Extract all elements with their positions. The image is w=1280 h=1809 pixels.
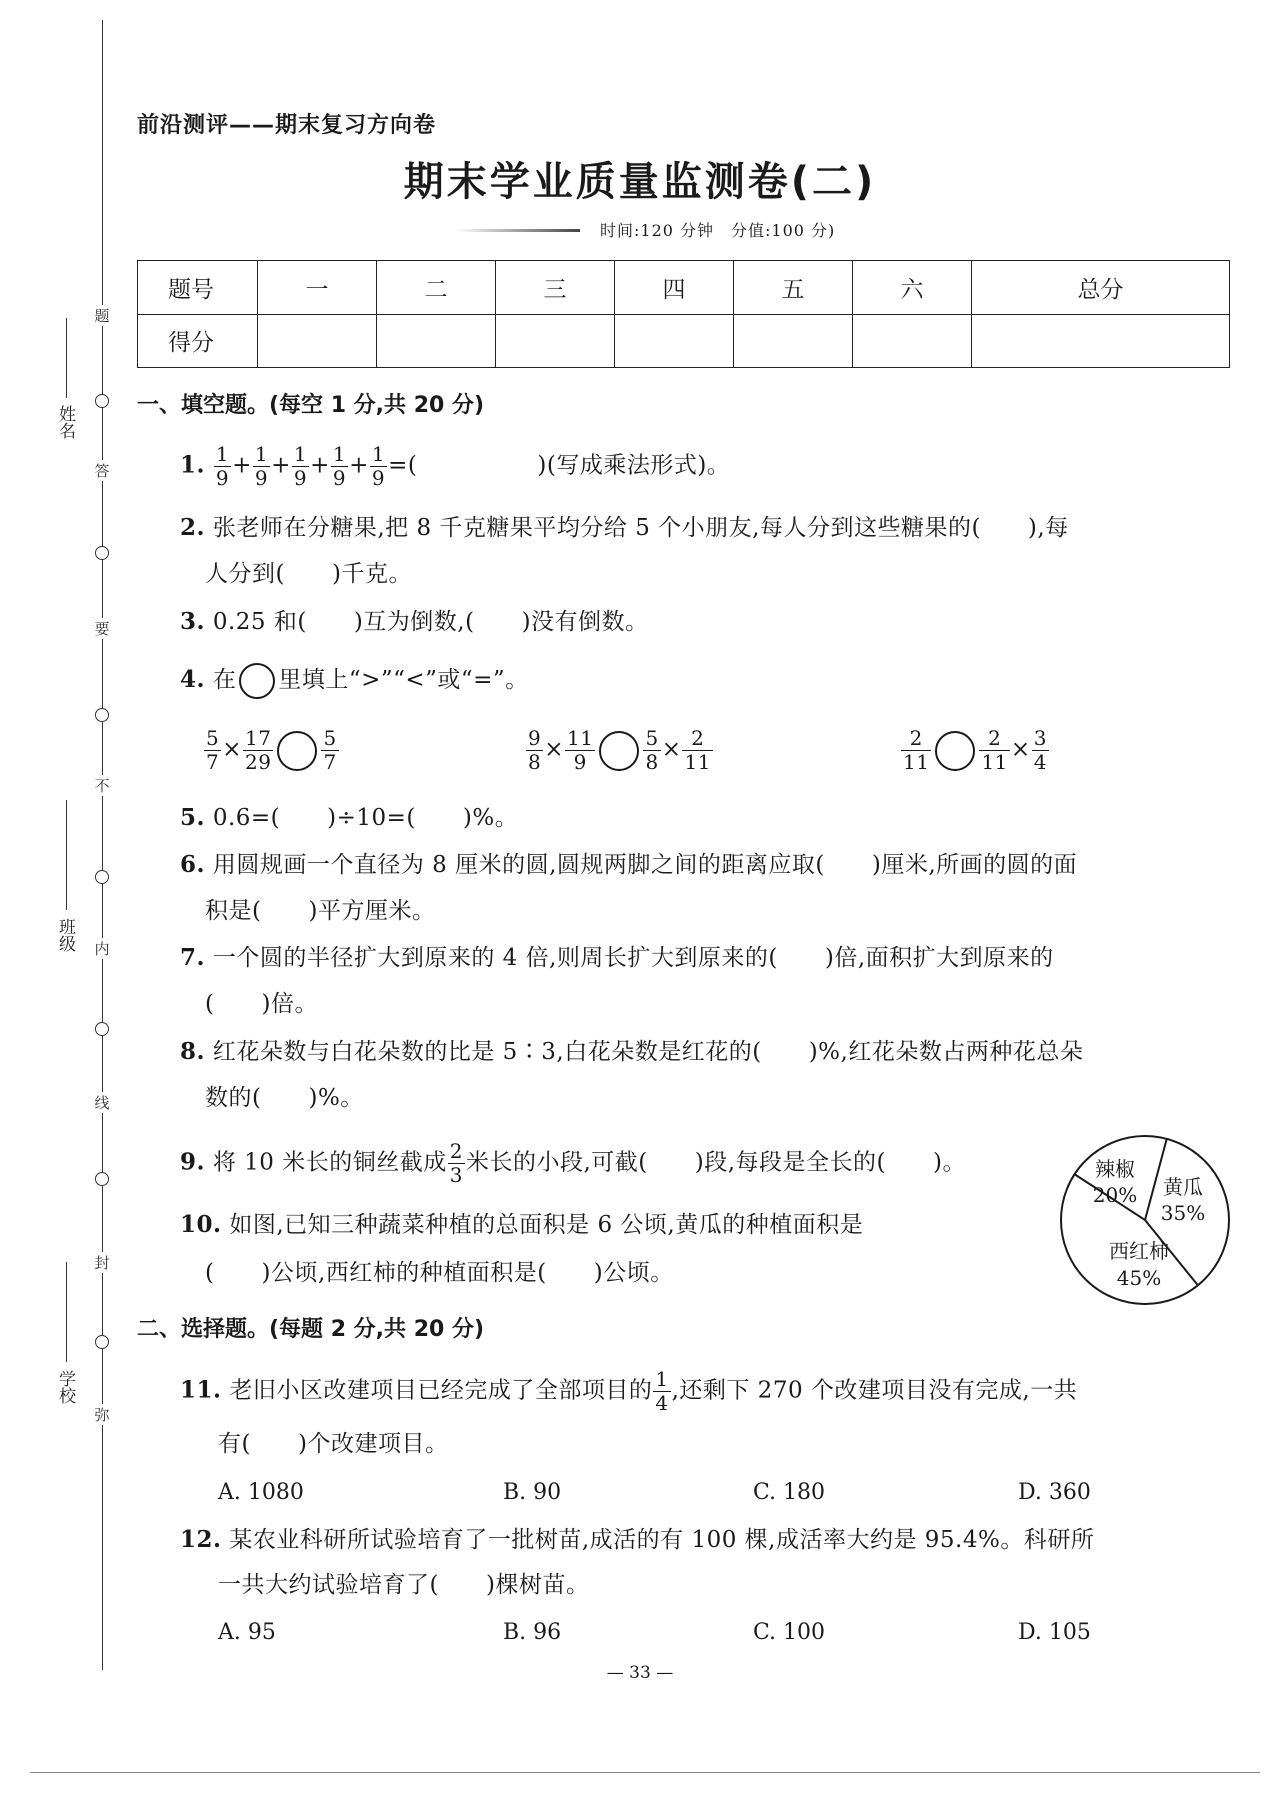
option-b[interactable]: B. 96	[503, 1620, 562, 1645]
name-field-line[interactable]	[66, 318, 67, 398]
question-number: 11.	[180, 1376, 222, 1404]
pie-slice-value: 20%	[1092, 1183, 1138, 1207]
question-7-line-2: ( )倍。	[205, 991, 318, 1017]
score-table-cell: 五	[734, 261, 853, 315]
question-12-line-2: 一共大约试验培育了( )棵树苗。	[218, 1572, 590, 1598]
compare-answer-circle[interactable]	[599, 731, 639, 771]
pie-slice-label: 辣椒	[1095, 1157, 1135, 1181]
binding-hole	[95, 1022, 109, 1036]
question-text: ,还剩下 270 个改建项目没有完成,一共	[671, 1377, 1078, 1404]
binding-hole	[95, 394, 109, 408]
question-number: 8.	[180, 1038, 206, 1065]
fraction: $\frac{2}{3}$	[449, 1139, 463, 1187]
fraction: $\frac{1}{4}$	[655, 1367, 669, 1415]
times-sign: ×	[661, 736, 682, 763]
school-field-label: 学校	[55, 1370, 75, 1404]
question-number: 4.	[180, 666, 206, 693]
question-number: 1.	[180, 451, 206, 479]
pie-slice-value: 35%	[1160, 1201, 1206, 1225]
binding-char: 答	[92, 460, 112, 481]
binding-char: 封	[92, 1252, 112, 1273]
compare-answer-circle[interactable]	[935, 731, 975, 771]
question-text: 0.6=( )÷10=( )%。	[212, 805, 519, 831]
question-5	[180, 806, 518, 830]
option-a[interactable]: A. 95	[218, 1620, 276, 1645]
question-text: 里填上“>”“<”或“=”。	[278, 667, 529, 693]
question-text: 张老师在分糖果,把 8 千克糖果平均分给 5 个小朋友,每人分到这些糖果的( ),每	[212, 515, 1069, 541]
option-d[interactable]: D. 105	[1018, 1620, 1091, 1645]
score-table-cell: 二	[377, 261, 496, 315]
question-6-line-2: 积是( )平方厘米。	[205, 898, 436, 924]
question-6	[180, 853, 1077, 877]
circle-symbol	[239, 663, 275, 699]
plus-sign: +	[232, 452, 252, 479]
score-table-score-row	[138, 314, 1230, 368]
fraction: $\frac{1}{9}$	[332, 442, 347, 490]
series-name: 前沿测评——期末复习方向卷	[137, 113, 437, 138]
question-text: 一个圆的半径扩大到原来的 4 倍,则周长扩大到原来的( )倍,面积扩大到原来的	[212, 945, 1054, 971]
score-table-cell: 三	[496, 261, 615, 315]
option-a[interactable]: A. 1080	[218, 1480, 304, 1505]
fraction: $\frac{1}{9}$	[215, 442, 230, 490]
option-c[interactable]: C. 100	[753, 1620, 826, 1645]
question-11	[180, 1368, 1077, 1415]
binding-hole	[95, 1172, 109, 1186]
question-number: 10.	[180, 1211, 222, 1238]
question-3	[180, 610, 649, 634]
question-9	[180, 1140, 966, 1187]
fraction: $\frac{11}{9}$	[567, 726, 594, 774]
exam-meta: 时间:120 分钟 分值:100 分)	[600, 221, 836, 240]
equals-paren: =(	[388, 452, 418, 479]
binding-hole	[95, 708, 109, 722]
question-text: )(写成乘法形式)。	[537, 452, 731, 479]
question-text: 米长的小段,可截( )段,每段是全长的( )。	[465, 1149, 966, 1176]
binding-hole	[95, 1335, 109, 1349]
question-text: 将 10 米长的铜丝截成	[212, 1149, 447, 1176]
score-table	[137, 260, 1230, 368]
fraction: $\frac{5}{7}$	[323, 726, 337, 774]
question-text: 红花朵数与白花朵数的比是 5∶3,白花朵数是红花的( )%,红花朵数占两种花总朵	[212, 1039, 1084, 1065]
section-1-title: 一、填空题。(每空 1 分,共 20 分)	[137, 393, 485, 418]
score-input-cell[interactable]	[496, 314, 615, 368]
question-number: 3.	[180, 608, 206, 635]
fraction: $\frac{2}{11}$	[981, 726, 1008, 774]
question-text: 如图,已知三种蔬菜种植的总面积是 6 公顷,黄瓜的种植面积是	[229, 1212, 864, 1238]
option-d[interactable]: D. 360	[1018, 1480, 1091, 1505]
pie-slice-label: 西红柿	[1109, 1239, 1169, 1263]
score-input-cell[interactable]	[615, 314, 734, 368]
times-sign: ×	[222, 736, 243, 763]
binding-hole	[95, 546, 109, 560]
option-c[interactable]: C. 180	[753, 1480, 826, 1505]
question-8	[180, 1040, 1083, 1064]
fraction: $\frac{5}{8}$	[645, 726, 659, 774]
score-table-cell: 四	[615, 261, 734, 315]
question-2	[180, 516, 1069, 540]
score-input-cell[interactable]	[853, 314, 972, 368]
score-input-cell[interactable]	[734, 314, 853, 368]
plus-sign: +	[310, 452, 330, 479]
class-field-label: 班级	[55, 918, 75, 952]
question-text: 在	[212, 667, 237, 693]
binding-hole	[95, 870, 109, 884]
question-number: 6.	[180, 851, 206, 878]
fraction: $\frac{1}{9}$	[293, 442, 308, 490]
binding-char: 弥	[92, 1404, 112, 1425]
times-sign: ×	[544, 736, 565, 763]
fraction: $\frac{2}{11}$	[903, 726, 930, 774]
class-field-line[interactable]	[66, 800, 67, 910]
plus-sign: +	[349, 452, 369, 479]
score-input-cell[interactable]	[972, 314, 1230, 368]
question-number: 7.	[180, 944, 206, 971]
question-2-line-2: 人分到( )千克。	[205, 561, 412, 587]
score-table-header-row	[138, 261, 1230, 315]
fraction: $\frac{5}{7}$	[206, 726, 220, 774]
score-table-cell: 题号	[138, 261, 258, 315]
question-number: 5.	[180, 804, 206, 831]
page-title: 期末学业质量监测卷(二)	[403, 159, 877, 205]
question-text: 用圆规画一个直径为 8 厘米的圆,圆规两脚之间的距离应取( )厘米,所画的圆的面	[212, 852, 1078, 878]
binding-char: 线	[92, 1092, 112, 1113]
compare-answer-circle[interactable]	[277, 731, 317, 771]
question-text: 老旧小区改建项目已经完成了全部项目的	[229, 1377, 653, 1404]
score-table-cell: 总分	[972, 261, 1230, 315]
question-8-line-2: 数的( )%。	[205, 1085, 364, 1111]
fraction: $\frac{17}{29}$	[245, 726, 272, 774]
question-number: 9.	[180, 1148, 206, 1176]
question-number: 2.	[180, 514, 206, 541]
question-10	[180, 1213, 863, 1237]
question-11-line-2: 有( )个改建项目。	[218, 1431, 449, 1457]
score-input-cell[interactable]	[377, 314, 496, 368]
page-number: — 33 —	[606, 1663, 674, 1683]
times-sign: ×	[1010, 736, 1031, 763]
score-table-cell: 得分	[138, 314, 258, 368]
question-text: 某农业科研所试验培育了一批树苗,成活的有 100 棵,成活率大约是 95.4%。科研所	[229, 1527, 1095, 1553]
score-table-cell: 六	[853, 261, 972, 315]
pie-slice-value: 45%	[1116, 1266, 1162, 1290]
comparison-expression-3	[900, 727, 1050, 774]
question-number: 12.	[180, 1526, 222, 1553]
binding-char: 题	[92, 305, 112, 326]
fraction: $\frac{1}{9}$	[254, 442, 269, 490]
plus-sign: +	[271, 452, 291, 479]
question-12	[180, 1528, 1094, 1552]
comparison-expression-1	[203, 727, 340, 774]
question-7	[180, 946, 1054, 970]
fraction: $\frac{9}{8}$	[528, 726, 542, 774]
fraction: $\frac{2}{11}$	[684, 726, 711, 774]
binding-char: 要	[92, 618, 112, 639]
school-field-line[interactable]	[66, 1262, 67, 1362]
bottom-rule	[30, 1772, 1260, 1773]
question-1	[180, 443, 730, 490]
score-table-cell: 一	[258, 261, 377, 315]
pie-chart	[1055, 1130, 1235, 1310]
question-text: 0.25 和( )互为倒数,( )没有倒数。	[212, 609, 649, 635]
score-input-cell[interactable]	[258, 314, 377, 368]
option-b[interactable]: B. 90	[503, 1480, 562, 1505]
decorative-rule	[455, 229, 580, 232]
fraction: $\frac{1}{9}$	[371, 442, 386, 490]
comparison-expression-2	[525, 727, 714, 774]
name-field-label: 姓名	[55, 405, 75, 439]
binding-char: 不	[92, 775, 112, 796]
pie-slice-label: 黄瓜	[1163, 1175, 1203, 1199]
question-4	[180, 663, 529, 699]
section-2-title: 二、选择题。(每题 2 分,共 20 分)	[137, 1317, 485, 1342]
binding-char: 内	[92, 938, 112, 959]
fraction: $\frac{3}{4}$	[1033, 726, 1047, 774]
question-10-line-2: ( )公顷,西红柿的种植面积是( )公顷。	[205, 1260, 674, 1286]
